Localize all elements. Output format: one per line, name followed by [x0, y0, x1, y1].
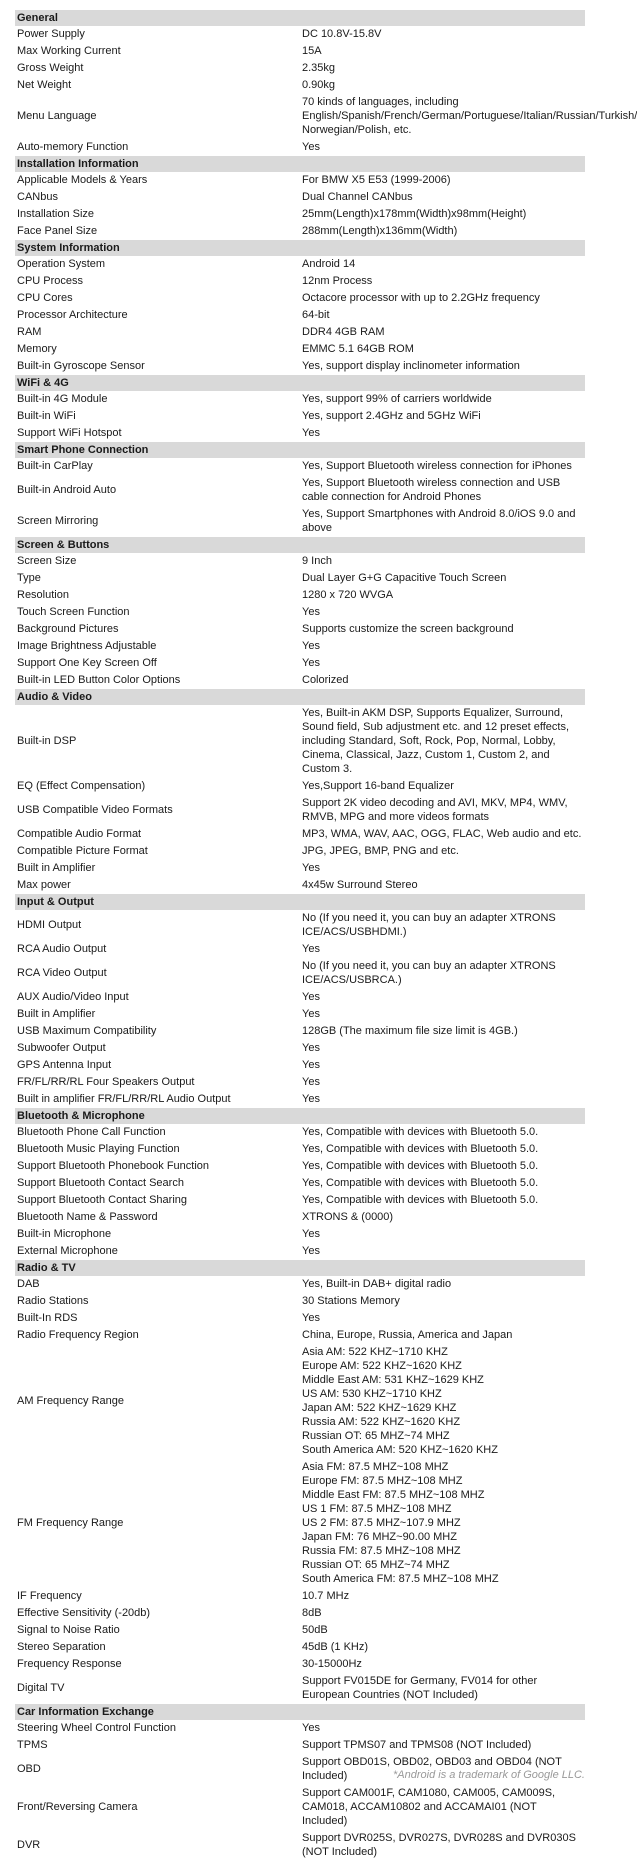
spec-value: Yes [302, 427, 320, 439]
spec-row [15, 77, 585, 94]
spec-label: CPU Cores [17, 292, 73, 304]
spec-value: Yes [302, 1312, 320, 1324]
spec-label: Built-In RDS [17, 1312, 78, 1324]
spec-label: Support Bluetooth Contact Search [17, 1177, 184, 1189]
spec-label: Bluetooth Name & Password [17, 1211, 158, 1223]
spec-value: 12nm Process [302, 275, 373, 287]
spec-label: USB Compatible Video Formats [17, 804, 173, 816]
spec-row [15, 1057, 585, 1074]
spec-row [15, 189, 585, 206]
spec-label: Effective Sensitivity (-20db) [17, 1607, 151, 1619]
spec-label: Built-in CarPlay [17, 460, 93, 472]
spec-value: Yes [302, 1245, 320, 1257]
spec-row [15, 223, 585, 240]
spec-value: 288mm(Length)x136mm(Width) [302, 225, 458, 237]
spec-value: 30-15000Hz [302, 1658, 362, 1670]
spec-row [15, 1175, 585, 1192]
spec-label: Radio Frequency Region [17, 1329, 139, 1341]
spec-label: Bluetooth Phone Call Function [17, 1126, 166, 1138]
spec-value: Yes,Support 16-band Equalizer [302, 780, 454, 792]
spec-value: 1280 x 720 WVGA [302, 589, 394, 601]
section-title: Smart Phone Connection [15, 442, 585, 459]
spec-row [15, 1124, 585, 1141]
spec-row [15, 1327, 585, 1344]
spec-label: Screen Size [17, 555, 77, 567]
spec-value: EMMC 5.1 64GB ROM [302, 343, 414, 355]
spec-row [15, 290, 585, 307]
spec-value: 45dB (1 KHz) [302, 1641, 369, 1653]
spec-label: FR/FL/RR/RL Four Speakers Output [17, 1076, 195, 1088]
section-title: Car Information Exchange [15, 1704, 585, 1721]
spec-value: 50dB [302, 1624, 328, 1636]
spec-label: Built-in WiFi [17, 410, 76, 422]
spec-label: Compatible Picture Format [17, 845, 148, 857]
section-title: Installation Information [15, 156, 585, 173]
spec-row [15, 989, 585, 1006]
spec-label: Max power [17, 879, 71, 891]
spec-row [15, 26, 585, 43]
spec-row [15, 324, 585, 341]
spec-value: JPG, JPEG, BMP, PNG and etc. [302, 845, 459, 857]
spec-value: Yes, support display inclinometer information [302, 360, 520, 372]
spec-row [15, 506, 585, 537]
spec-label: OBD [17, 1763, 41, 1775]
spec-label: AM Frequency Range [17, 1395, 124, 1407]
spec-label: Applicable Models & Years [17, 174, 148, 186]
spec-value: Yes, Built-in AKM DSP, Supports Equalizer, Surround, Sound field, Sub adjustment etc. and 12 preset effects, including Standard, Soft, Rock, Pop, Normal, Lobby, Cinema, Classical, Jazz, Custom 1, Custom 2, and Custom 3. [302, 707, 570, 775]
spec-row [15, 425, 585, 442]
spec-value: Yes, support 2.4GHz and 5GHz WiFi [302, 410, 481, 422]
spec-row [15, 778, 585, 795]
spec-label: External Microphone [17, 1245, 118, 1257]
spec-row [15, 877, 585, 894]
spec-label: Built-in LED Button Color Options [17, 674, 181, 686]
trademark-footnote: *Android is a trademark of Google LLC. [393, 1769, 585, 1781]
spec-value: Yes [302, 943, 320, 955]
spec-value: Yes [302, 1059, 320, 1071]
spec-label: FM Frequency Range [17, 1517, 124, 1529]
spec-row [15, 1141, 585, 1158]
spec-row [15, 172, 585, 189]
spec-label: Built in Amplifier [17, 862, 96, 874]
spec-value: Yes, Compatible with devices with Bluetooth 5.0. [302, 1160, 539, 1172]
spec-row [15, 1785, 585, 1830]
spec-value: MP3, WMA, WAV, AAC, OGG, FLAC, Web audio and etc. [302, 828, 582, 840]
spec-label: Face Panel Size [17, 225, 98, 237]
spec-value: Asia AM: 522 KHZ~1710 KHZ Europe AM: 522 KHZ~1620 KHZ Middle East AM: 531 KHZ~1629 KHZ US AM: 530 KHZ~1710 KHZ Japan AM: 522 KHZ~1629 KHZ Russia AM: 522 KHZ~1620 KHZ Russian OT: 65 MHZ~74 MHZ South America AM: 520 KHZ~1620 KHZ [302, 1346, 498, 1456]
section-header-radio-tv [15, 1260, 585, 1277]
spec-row [15, 941, 585, 958]
spec-row [15, 341, 585, 358]
spec-value: 30 Stations Memory [302, 1295, 400, 1307]
spec-label: Built-in 4G Module [17, 393, 108, 405]
spec-row [15, 1830, 585, 1861]
spec-label: Type [17, 572, 41, 584]
spec-value: Yes [302, 1008, 320, 1020]
spec-row [15, 273, 585, 290]
spec-label: Menu Language [17, 110, 97, 122]
section-header-car-information-exchange [15, 1704, 585, 1721]
spec-value: 25mm(Length)x178mm(Width)x98mm(Height) [302, 208, 527, 220]
spec-value: 0.90kg [302, 79, 336, 91]
spec-row [15, 553, 585, 570]
spec-label: Signal to Noise Ratio [17, 1624, 120, 1636]
spec-value: Yes, Compatible with devices with Bluetooth 5.0. [302, 1177, 539, 1189]
spec-row [15, 1344, 585, 1459]
spec-row [15, 94, 585, 139]
spec-value: 8dB [302, 1607, 322, 1619]
spec-value: 9 Inch [302, 555, 332, 567]
spec-row [15, 795, 585, 826]
spec-value: Yes [302, 1228, 320, 1240]
section-header-screen-buttons [15, 537, 585, 554]
spec-value: No (If you need it, you can buy an adapter XTRONS ICE/ACS/USBRCA.) [302, 960, 556, 986]
spec-value: 2.35kg [302, 62, 336, 74]
spec-row [15, 1605, 585, 1622]
spec-label: AUX Audio/Video Input [17, 991, 129, 1003]
spec-label: Support One Key Screen Off [17, 657, 157, 669]
spec-label: GPS Antenna Input [17, 1059, 112, 1071]
spec-value: Android 14 [302, 258, 356, 270]
spec-label: DVR [17, 1839, 41, 1851]
spec-label: Frequency Response [17, 1658, 122, 1670]
spec-value: 64-bit [302, 309, 330, 321]
spec-row [15, 206, 585, 223]
spec-value: China, Europe, Russia, America and Japan [302, 1329, 513, 1341]
spec-value: 10.7 MHz [302, 1590, 350, 1602]
spec-label: USB Maximum Compatibility [17, 1025, 157, 1037]
spec-row [15, 1737, 585, 1754]
spec-value: DC 10.8V-15.8V [302, 28, 382, 40]
spec-value: 128GB (The maximum file size limit is 4GB.) [302, 1025, 518, 1037]
spec-label: RCA Video Output [17, 967, 107, 979]
spec-label: Built-in Gyroscope Sensor [17, 360, 145, 372]
spec-label: Memory [17, 343, 57, 355]
spec-value: Support FV015DE for Germany, FV014 for other European Countries (NOT Included) [302, 1675, 538, 1701]
spec-value: Yes [302, 1093, 320, 1105]
spec-row [15, 1006, 585, 1023]
spec-table [15, 10, 637, 1861]
spec-label: RAM [17, 326, 42, 338]
spec-label: DAB [17, 1278, 40, 1290]
spec-row [15, 843, 585, 860]
spec-value: Yes, Compatible with devices with Bluetooth 5.0. [302, 1143, 539, 1155]
spec-row [15, 256, 585, 273]
spec-label: Bluetooth Music Playing Function [17, 1143, 180, 1155]
spec-row [15, 958, 585, 989]
spec-row [15, 672, 585, 689]
spec-value: Support DVR025S, DVR027S, DVR028S and DVR030S (NOT Included) [302, 1832, 576, 1858]
spec-label: Gross Weight [17, 62, 84, 74]
spec-label: Power Supply [17, 28, 85, 40]
spec-row [15, 1588, 585, 1605]
spec-value: Dual Channel CANbus [302, 191, 413, 203]
spec-row [15, 570, 585, 587]
spec-label: RCA Audio Output [17, 943, 107, 955]
spec-row [15, 1209, 585, 1226]
spec-value: Yes [302, 1042, 320, 1054]
spec-row [15, 1023, 585, 1040]
spec-row [15, 1074, 585, 1091]
spec-row [15, 1192, 585, 1209]
spec-row [15, 1293, 585, 1310]
spec-label: Support Bluetooth Contact Sharing [17, 1194, 188, 1206]
spec-value: Yes [302, 1722, 320, 1734]
spec-value: Supports customize the screen background [302, 623, 514, 635]
spec-label: HDMI Output [17, 919, 82, 931]
spec-row [15, 1226, 585, 1243]
spec-value: Asia FM: 87.5 MHZ~108 MHZ Europe FM: 87.5 MHZ~108 MHZ Middle East FM: 87.5 MHZ~108 MHZ US 1 FM: 87.5 MHZ~108 MHZ US 2 FM: 87.5 MHZ~107.9 MHZ Japan FM: 76 MHZ~90.00 MHZ Russia FM: 87.5 MHZ~108 MHZ Russian OT: 65 MHZ~74 MHZ South America FM: 87.5 MHZ~108 MHZ [302, 1461, 499, 1585]
spec-label: Front/Reversing Camera [17, 1801, 138, 1813]
spec-row [15, 826, 585, 843]
section-title: WiFi & 4G [15, 375, 585, 392]
spec-value: Colorized [302, 674, 349, 686]
spec-label: Max Working Current [17, 45, 121, 57]
spec-value: Support TPMS07 and TPMS08 (NOT Included) [302, 1739, 532, 1751]
spec-value: Support 2K video decoding and AVI, MKV, MP4, WMV, RMVB, MPG and more videos formats [302, 797, 568, 823]
section-title: Radio & TV [15, 1260, 585, 1277]
spec-label: Processor Architecture [17, 309, 128, 321]
spec-label: Auto-memory Function [17, 141, 129, 153]
spec-row [15, 860, 585, 877]
spec-value: DDR4 4GB RAM [302, 326, 385, 338]
spec-row [15, 1040, 585, 1057]
spec-body [15, 10, 637, 1861]
section-title: Input & Output [15, 894, 585, 911]
section-header-installation-information [15, 156, 585, 173]
section-header-bluetooth-microphone [15, 1108, 585, 1125]
spec-row [15, 458, 585, 475]
spec-label: Built-in DSP [17, 735, 77, 747]
spec-value: Yes [302, 862, 320, 874]
spec-value: Yes, Built-in DAB+ digital radio [302, 1278, 452, 1290]
spec-value: Yes [302, 1076, 320, 1088]
section-header-input-output [15, 894, 585, 911]
spec-row [15, 307, 585, 324]
section-header-wifi-4g [15, 375, 585, 392]
spec-value: Yes, support 99% of carriers worldwide [302, 393, 492, 405]
spec-value: Support OBD01S, OBD02, OBD03 and OBD04 (NOT Included) [302, 1756, 562, 1782]
spec-label: Steering Wheel Control Function [17, 1722, 176, 1734]
spec-label: Digital TV [17, 1682, 65, 1694]
spec-row [15, 1673, 585, 1704]
spec-value: Octacore processor with up to 2.2GHz frequency [302, 292, 540, 304]
spec-label: Installation Size [17, 208, 95, 220]
spec-value: Yes, Support Smartphones with Android 8.0/iOS 9.0 and above [302, 508, 576, 534]
section-title: General [15, 10, 585, 26]
spec-value: Dual Layer G+G Capacitive Touch Screen [302, 572, 507, 584]
spec-value: Yes [302, 657, 320, 669]
spec-label: Built in amplifier FR/FL/RR/RL Audio Output [17, 1093, 231, 1105]
spec-value: 15A [302, 45, 322, 57]
spec-row [15, 358, 585, 375]
spec-value: Yes [302, 640, 320, 652]
spec-label: Built in Amplifier [17, 1008, 96, 1020]
spec-value: Yes, Support Bluetooth wireless connection for iPhones [302, 460, 572, 472]
section-header-audio-video [15, 689, 585, 706]
spec-row [15, 1720, 585, 1737]
spec-row [15, 705, 585, 778]
spec-label: Screen Mirroring [17, 515, 99, 527]
spec-value: Yes, Support Bluetooth wireless connection and USB cable connection for Android Phones [302, 477, 561, 503]
spec-row [15, 475, 585, 506]
spec-label: Operation System [17, 258, 106, 270]
spec-row [15, 1622, 585, 1639]
spec-row [15, 621, 585, 638]
spec-row [15, 1276, 585, 1293]
spec-label: Built-in Android Auto [17, 484, 117, 496]
section-title: Bluetooth & Microphone [15, 1108, 585, 1125]
spec-row [15, 1656, 585, 1673]
section-header-smart-phone-connection [15, 442, 585, 459]
spec-row [15, 1310, 585, 1327]
spec-label: Radio Stations [17, 1295, 89, 1307]
spec-value: Yes [302, 991, 320, 1003]
spec-label: Stereo Separation [17, 1641, 106, 1653]
spec-label: Resolution [17, 589, 69, 601]
spec-row [15, 1459, 585, 1588]
spec-label: Net Weight [17, 79, 72, 91]
spec-value: Yes, Compatible with devices with Bluetooth 5.0. [302, 1126, 539, 1138]
spec-row [15, 1639, 585, 1656]
spec-label: Built-in Microphone [17, 1228, 112, 1240]
spec-row [15, 1243, 585, 1260]
section-title: Screen & Buttons [15, 537, 585, 554]
spec-label: CPU Process [17, 275, 84, 287]
spec-row [15, 587, 585, 604]
spec-value: Yes [302, 141, 320, 153]
spec-row [15, 1091, 585, 1108]
spec-label: TPMS [17, 1739, 48, 1751]
spec-value: XTRONS & (0000) [302, 1211, 394, 1223]
spec-row [15, 655, 585, 672]
spec-row [15, 391, 585, 408]
spec-label: Compatible Audio Format [17, 828, 142, 840]
spec-label: IF Frequency [17, 1590, 82, 1602]
spec-label: Image Brightness Adjustable [17, 640, 157, 652]
spec-row [15, 408, 585, 425]
spec-label: EQ (Effect Compensation) [17, 780, 146, 792]
spec-value: 70 kinds of languages, including English/Spanish/French/German/Portuguese/Italian/Russian/Turkish/ Norwegian/Polish, etc. [302, 96, 637, 136]
spec-label: CANbus [17, 191, 58, 203]
section-title: Audio & Video [15, 689, 585, 706]
spec-value: Support CAM001F, CAM1080, CAM005, CAM009S, CAM018, ACCAM10802 and ACCAMAI01 (NOT Included) [302, 1787, 556, 1827]
spec-value: Yes, Compatible with devices with Bluetooth 5.0. [302, 1194, 539, 1206]
spec-label: Background Pictures [17, 623, 119, 635]
spec-row [15, 638, 585, 655]
spec-label: Support WiFi Hotspot [17, 427, 122, 439]
section-title: System Information [15, 240, 585, 257]
spec-value: 4x45w Surround Stereo [302, 879, 418, 891]
spec-label: Support Bluetooth Phonebook Function [17, 1160, 210, 1172]
spec-row [15, 43, 585, 60]
spec-value: Yes [302, 606, 320, 618]
section-header-general [15, 10, 585, 26]
spec-label: Subwoofer Output [17, 1042, 106, 1054]
spec-value: For BMW X5 E53 (1999-2006) [302, 174, 451, 186]
spec-row [15, 139, 585, 156]
spec-row [15, 60, 585, 77]
spec-value: No (If you need it, you can buy an adapter XTRONS ICE/ACS/USBHDMI.) [302, 912, 556, 938]
spec-row [15, 910, 585, 941]
spec-row [15, 1158, 585, 1175]
spec-row [15, 604, 585, 621]
spec-label: Touch Screen Function [17, 606, 130, 618]
section-header-system-information [15, 240, 585, 257]
